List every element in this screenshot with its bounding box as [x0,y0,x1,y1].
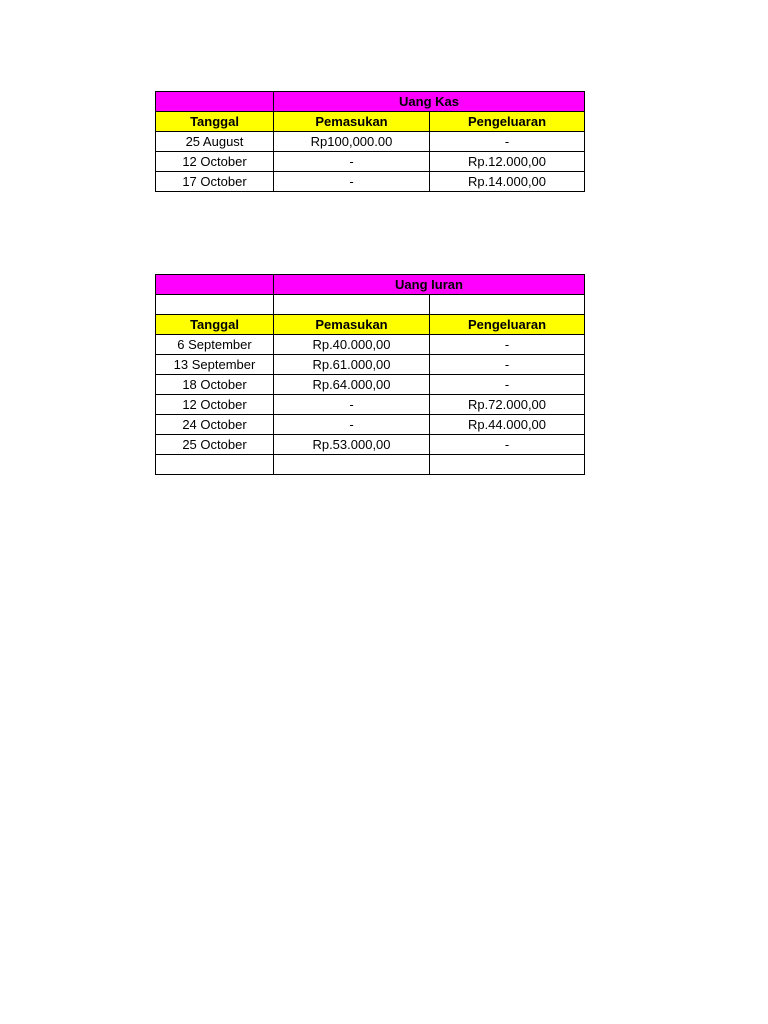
uang-kas-title-blank-cell[interactable] [156,92,274,112]
empty-cell[interactable] [430,455,585,475]
table-row [156,395,585,415]
uang-iuran-date-cell[interactable]: 6 September [156,335,274,355]
uang-iuran-expense-cell[interactable]: - [430,335,585,355]
uang-kas-header-income[interactable]: Pemasukan [274,112,430,132]
uang-iuran-header-expense[interactable]: Pengeluaran [430,315,585,335]
uang-kas-expense-cell[interactable]: Rp.14.000,00 [430,172,585,192]
uang-iuran-title-blank-cell[interactable] [156,275,274,295]
table-row [156,355,585,375]
uang-iuran-empty-row [156,455,585,475]
table-row [156,152,585,172]
uang-iuran-date-cell[interactable]: 24 October [156,415,274,435]
uang-iuran-date-cell[interactable]: 25 October [156,435,274,455]
uang-kas-date-cell[interactable]: 25 August [156,132,274,152]
uang-kas-date-cell[interactable]: 12 October [156,152,274,172]
table-row [156,375,585,395]
uang-iuran-date-cell[interactable]: 18 October [156,375,274,395]
uang-iuran-header-income[interactable]: Pemasukan [274,315,430,335]
uang-kas-table [155,91,585,192]
table-row [156,435,585,455]
table-row [156,132,585,152]
uang-iuran-header-row [156,315,585,335]
uang-iuran-income-cell[interactable]: Rp.64.000,00 [274,375,430,395]
empty-cell[interactable] [430,295,585,315]
uang-iuran-expense-cell[interactable]: - [430,355,585,375]
uang-iuran-expense-cell[interactable]: - [430,435,585,455]
uang-kas-expense-cell[interactable]: - [430,132,585,152]
uang-iuran-table [155,274,585,475]
uang-iuran-expense-cell[interactable]: - [430,375,585,395]
uang-iuran-income-cell[interactable]: - [274,415,430,435]
uang-kas-header-date[interactable]: Tanggal [156,112,274,132]
uang-kas-title[interactable]: Uang Kas [274,92,585,112]
uang-iuran-expense-cell[interactable]: Rp.72.000,00 [430,395,585,415]
uang-kas-income-cell[interactable]: - [274,172,430,192]
table-row [156,335,585,355]
uang-iuran-empty-row [156,295,585,315]
uang-kas-date-cell[interactable]: 17 October [156,172,274,192]
empty-cell[interactable] [274,455,430,475]
uang-iuran-title-row [156,275,585,295]
uang-iuran-income-cell[interactable]: - [274,395,430,415]
uang-kas-income-cell[interactable]: Rp100,000.00 [274,132,430,152]
uang-iuran-expense-cell[interactable]: Rp.44.000,00 [430,415,585,435]
table-row [156,415,585,435]
uang-iuran-income-cell[interactable]: Rp.40.000,00 [274,335,430,355]
table-row [156,172,585,192]
uang-iuran-date-cell[interactable]: 12 October [156,395,274,415]
uang-kas-header-expense[interactable]: Pengeluaran [430,112,585,132]
empty-cell[interactable] [156,455,274,475]
uang-iuran-date-cell[interactable]: 13 September [156,355,274,375]
uang-kas-title-row [156,92,585,112]
empty-cell[interactable] [156,295,274,315]
uang-iuran-title[interactable]: Uang Iuran [274,275,585,295]
empty-cell[interactable] [274,295,430,315]
uang-iuran-income-cell[interactable]: Rp.61.000,00 [274,355,430,375]
uang-iuran-income-cell[interactable]: Rp.53.000,00 [274,435,430,455]
uang-kas-header-row [156,112,585,132]
uang-kas-expense-cell[interactable]: Rp.12.000,00 [430,152,585,172]
uang-iuran-header-date[interactable]: Tanggal [156,315,274,335]
uang-kas-income-cell[interactable]: - [274,152,430,172]
